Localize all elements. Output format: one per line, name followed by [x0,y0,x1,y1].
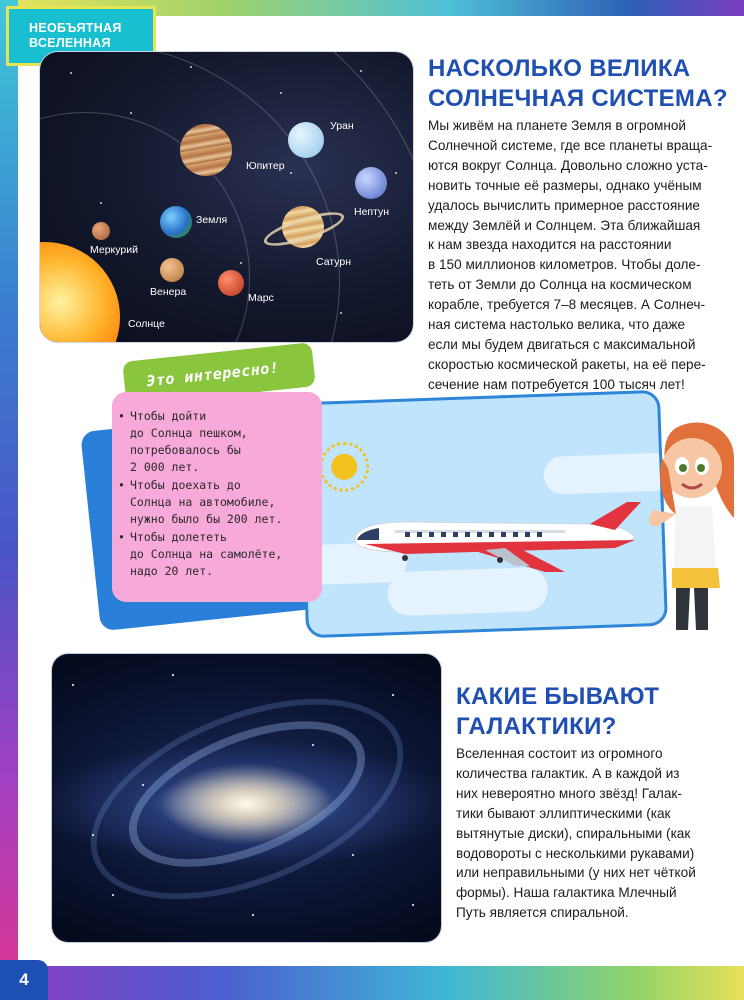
text-line: потребовалось бы [130,443,241,457]
text-line: водовороты с несколькими рукавами) [456,845,695,861]
label-neptune: Нептун [354,206,390,218]
label-uranus: Уран [330,120,354,132]
label-saturn: Сатурн [316,256,352,268]
label-venus: Венера [150,286,187,298]
text-line: Путь является спиральной. [456,905,629,921]
airplane-icon [345,500,645,580]
text-line: тики бывают эллиптическими (как [456,805,671,821]
text-line: 2 000 лет. [130,460,200,474]
text-line: к нам звезда находится на расстоянии [428,237,672,253]
label-earth: Земля [196,214,228,226]
mercury-icon [92,222,110,240]
text-line: между Землёй и Солнцем. Эта ближайшая [428,217,701,233]
section1-paragraph [428,116,732,395]
text-line: нужно было бы 200 лет. [130,512,283,526]
text-line: в 150 миллионов километров. Чтобы доле- [428,257,701,273]
text-line: удалось вычислить примерное расстояние [428,197,700,213]
text-line: корабле, требуется 7–8 месяцев. А Солнеч- [428,297,706,313]
label-mars: Марс [248,292,274,304]
section1-title-line2: СОЛНЕЧНАЯ СИСТЕМА? [428,85,728,112]
girl-character-icon [646,418,736,632]
text-line: формы). Наша галактика Млечный [456,885,677,901]
neptune-icon [355,167,387,199]
uranus-icon [288,122,324,158]
section2-title-line1: КАКИЕ БЫВАЮТ [456,683,660,710]
section1-title [428,54,728,114]
list-item [118,477,318,528]
left-decor-band [0,0,18,1000]
section2-title-line2: ГАЛАКТИКИ? [456,713,617,740]
text-line: или неправильными (у них нет чёткой [456,865,696,881]
label-jupiter: Юпитер [246,160,285,172]
solar-system-illustration [40,52,413,342]
section-tab-line2: ВСЕЛЕННАЯ [29,36,111,50]
text-line: до Солнца пешком, [130,426,248,440]
section2-paragraph [456,744,738,923]
text-line: ются вокруг Солнца. Довольно сложно уста- [428,157,708,173]
text-line: новить точные её размеры, однако учёным [428,177,702,193]
section1-title-line1: НАСКОЛЬКО ВЕЛИКА [428,55,691,82]
list-item [118,529,318,580]
earth-icon [160,206,192,238]
text-line: до Солнца на самолёте, [130,547,283,561]
label-mercury: Меркурий [90,244,138,256]
galaxy-illustration [52,654,441,942]
mars-icon [218,270,244,296]
text-line: Мы живём на планете Земля в огромной [428,118,687,133]
list-item [118,408,318,476]
text-line: Вселенная состоит из огромного [456,746,663,761]
text-line: если мы будем двигаться с максимальной [428,336,696,352]
page-number: 4 [0,960,48,1000]
text-line: Солнца на автомобиле, [130,495,276,509]
text-line: ная система настолько велика, что даже [428,317,686,333]
text-line: сечение нам потребуется 100 тысяч лет! [428,376,685,392]
text-line: скоростью космической ракеты, на её пере- [428,356,706,372]
fact-box-tab-label: Это интересно! [145,358,281,391]
text-line: вытянутые диски), спиральными (как [456,825,691,841]
text-line: надо 20 лет. [130,564,214,578]
bottom-decor-band [0,966,744,1000]
text-line: количества галактик. А в каждой из [456,765,680,781]
text-line: Солнечной системе, где все планеты враща- [428,137,713,153]
text-line: них невероятно много звёзд! Галак- [456,785,682,801]
section-tab-line1: НЕОБЪЯТНАЯ [29,21,122,35]
jupiter-icon [180,124,232,176]
section2-title [456,682,726,742]
venus-icon [160,258,184,282]
text-line: • Чтобы доехать до [130,478,241,492]
text-line: теть от Земли до Солнца на космическом [428,277,692,293]
fact-list [118,408,318,581]
text-line: • Чтобы дойти [130,409,207,423]
label-sun: Солнце [128,318,165,330]
text-line: • Чтобы долететь [130,530,227,544]
